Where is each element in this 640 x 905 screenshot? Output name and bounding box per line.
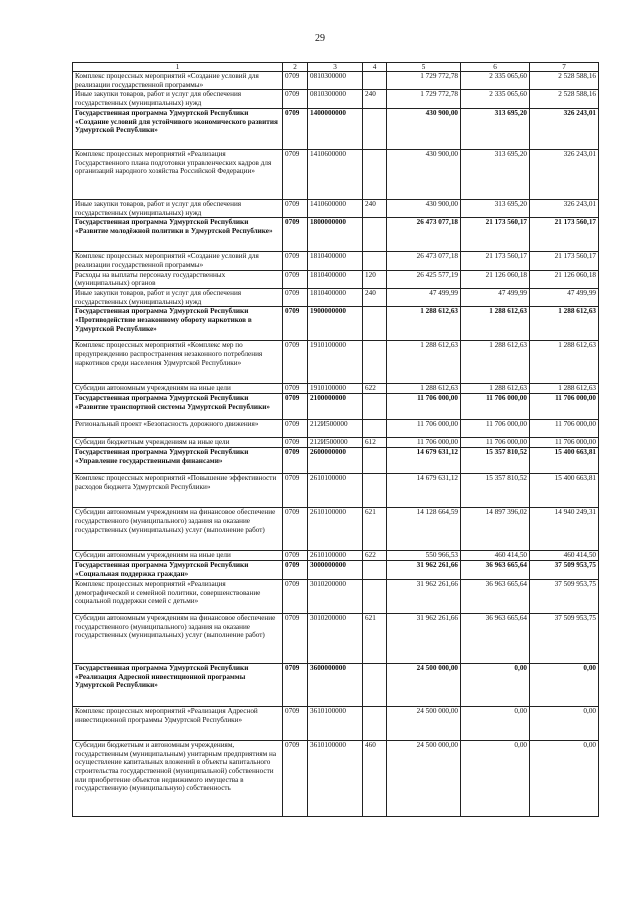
row-amount-col7: 1 288 612,63	[530, 307, 599, 341]
row-amount-col5: 31 962 261,66	[387, 579, 461, 613]
row-amount-col5: 430 900,00	[387, 149, 461, 199]
row-section-code: 0709	[283, 706, 308, 740]
row-section-code: 0709	[283, 438, 308, 448]
row-amount-col7: 1 288 612,63	[530, 341, 599, 384]
column-header: 5	[387, 63, 461, 72]
table-row	[73, 613, 599, 663]
row-section-code: 0709	[283, 420, 308, 438]
row-section-code: 0709	[283, 448, 308, 474]
table-row	[73, 108, 599, 149]
page-number: 29	[315, 33, 325, 44]
row-amount-col6: 0,00	[461, 706, 530, 740]
row-name: Расходы на выплаты персоналу государственных (муниципальных) органов	[73, 270, 283, 288]
row-section-code: 0709	[283, 394, 308, 420]
row-amount-col7: 37 509 953,75	[530, 613, 599, 663]
row-amount-col7: 15 400 663,81	[530, 448, 599, 474]
row-target-code: 3010200000	[308, 613, 363, 663]
row-target-code: 2610100000	[308, 551, 363, 561]
row-amount-col7: 21 173 560,17	[530, 218, 599, 252]
row-amount-col5: 430 900,00	[387, 199, 461, 217]
row-amount-col6: 15 357 810,52	[461, 448, 530, 474]
row-target-code: 2600000000	[308, 448, 363, 474]
row-expense-type: 622	[363, 384, 387, 394]
row-amount-col7: 2 528 588,16	[530, 90, 599, 108]
row-expense-type	[363, 448, 387, 474]
row-target-code: 2610100000	[308, 474, 363, 508]
row-amount-col5: 1 729 772,78	[387, 90, 461, 108]
row-section-code: 0709	[283, 90, 308, 108]
table-row	[73, 289, 599, 307]
row-name: Иные закупки товаров, работ и услуг для обеспечения государственных (муниципальных) нужд	[73, 90, 283, 108]
column-header: 7	[530, 63, 599, 72]
table-row	[73, 252, 599, 270]
table-row	[73, 706, 599, 740]
row-amount-col7: 0,00	[530, 706, 599, 740]
row-name: Субсидии бюджетным и автономным учреждениям, государственным (муниципальным) унитарным предприятиям на осуществление капитальных вложений в объекты капитального строительства государственной (муниципальной) собственности или приобретение объектов недвижимого имущества в государственную (муниципальную) собственность	[73, 740, 283, 816]
row-name: Субсидии автономным учреждениям на иные цели	[73, 551, 283, 561]
row-section-code: 0709	[283, 252, 308, 270]
row-amount-col5: 31 962 261,66	[387, 613, 461, 663]
row-expense-type	[363, 72, 387, 90]
row-section-code: 0709	[283, 579, 308, 613]
row-amount-col6: 36 963 665,64	[461, 561, 530, 579]
row-amount-col5: 11 706 000,00	[387, 438, 461, 448]
table-row	[73, 438, 599, 448]
table-row	[73, 149, 599, 199]
row-amount-col5: 550 966,53	[387, 551, 461, 561]
row-name: Субсидии автономным учреждениям на иные цели	[73, 384, 283, 394]
row-amount-col6: 36 963 665,64	[461, 613, 530, 663]
row-amount-col6: 1 288 612,63	[461, 341, 530, 384]
row-target-code: 1410600000	[308, 149, 363, 199]
row-section-code: 0709	[283, 551, 308, 561]
row-amount-col6: 15 357 810,52	[461, 474, 530, 508]
row-target-code: 1400000000	[308, 108, 363, 149]
row-amount-col7: 1 288 612,63	[530, 384, 599, 394]
row-amount-col7: 326 243,01	[530, 149, 599, 199]
row-amount-col5: 14 128 664,59	[387, 508, 461, 551]
row-amount-col5: 11 706 000,00	[387, 420, 461, 438]
table-row	[73, 420, 599, 438]
row-section-code: 0709	[283, 199, 308, 217]
table-row	[73, 72, 599, 90]
row-amount-col6: 21 173 560,17	[461, 252, 530, 270]
table-row	[73, 551, 599, 561]
row-amount-col7: 21 173 560,17	[530, 252, 599, 270]
row-amount-col6: 313 695,20	[461, 199, 530, 217]
row-expense-type	[363, 420, 387, 438]
row-section-code: 0709	[283, 613, 308, 663]
row-target-code: 1800000000	[308, 218, 363, 252]
row-name: Государственная программа Удмуртской Республики «Социальная поддержка граждан»	[73, 561, 283, 579]
row-name: Региональный проект «Безопасность дорожного движения»	[73, 420, 283, 438]
row-amount-col6: 460 414,50	[461, 551, 530, 561]
row-section-code: 0709	[283, 270, 308, 288]
row-expense-type: 240	[363, 90, 387, 108]
row-section-code: 0709	[283, 384, 308, 394]
row-amount-col7: 47 499,99	[530, 289, 599, 307]
row-amount-col6: 0,00	[461, 663, 530, 706]
row-amount-col6: 47 499,99	[461, 289, 530, 307]
row-target-code: 2610100000	[308, 508, 363, 551]
row-section-code: 0709	[283, 740, 308, 816]
row-expense-type	[363, 252, 387, 270]
table-row	[73, 307, 599, 341]
row-target-code: 1810400000	[308, 270, 363, 288]
row-name: Комплекс процессных мероприятий «Реализация Адресной инвестиционной программы Удмуртской Республики»	[73, 706, 283, 740]
table-row	[73, 508, 599, 551]
row-amount-col7: 11 706 000,00	[530, 438, 599, 448]
row-amount-col5: 47 499,99	[387, 289, 461, 307]
table-row	[73, 341, 599, 384]
row-expense-type: 240	[363, 199, 387, 217]
row-amount-col6: 2 335 065,60	[461, 90, 530, 108]
row-amount-col5: 14 679 631,12	[387, 474, 461, 508]
row-target-code: 3010200000	[308, 579, 363, 613]
table-row	[73, 270, 599, 288]
budget-table-body	[73, 63, 599, 817]
row-amount-col5: 1 288 612,63	[387, 384, 461, 394]
row-expense-type: 240	[363, 289, 387, 307]
row-expense-type: 120	[363, 270, 387, 288]
row-target-code: 0810300000	[308, 72, 363, 90]
row-amount-col7: 21 126 060,18	[530, 270, 599, 288]
row-name: Государственная программа Удмуртской Республики «Реализация Адресной инвестиционной программы Удмуртской Республики»	[73, 663, 283, 706]
row-expense-type	[363, 341, 387, 384]
table-row	[73, 199, 599, 217]
table-row	[73, 90, 599, 108]
row-name: Государственная программа Удмуртской Республики «Развитие молодёжной политики в Удмуртской Республике»	[73, 218, 283, 252]
table-row	[73, 384, 599, 394]
row-name: Государственная программа Удмуртской Республики «Развитие транспортной системы Удмуртской Республики»	[73, 394, 283, 420]
row-expense-type	[363, 218, 387, 252]
row-target-code: 0810300000	[308, 90, 363, 108]
row-amount-col6: 1 288 612,63	[461, 384, 530, 394]
row-expense-type	[363, 706, 387, 740]
row-name: Комплекс процессных мероприятий «Создание условий для реализации государственной программы»	[73, 252, 283, 270]
row-amount-col7: 0,00	[530, 663, 599, 706]
row-amount-col6: 2 335 065,60	[461, 72, 530, 90]
row-target-code: 3000000000	[308, 561, 363, 579]
row-amount-col5: 1 288 612,63	[387, 341, 461, 384]
row-amount-col5: 31 962 261,66	[387, 561, 461, 579]
row-name: Иные закупки товаров, работ и услуг для обеспечения государственных (муниципальных) нужд	[73, 199, 283, 217]
row-expense-type	[363, 579, 387, 613]
table-row	[73, 394, 599, 420]
row-target-code: 1410600000	[308, 199, 363, 217]
row-amount-col6: 0,00	[461, 740, 530, 816]
row-name: Государственная программа Удмуртской Республики «Управление государственными финансами»	[73, 448, 283, 474]
row-amount-col7: 326 243,01	[530, 108, 599, 149]
row-target-code: 1810400000	[308, 289, 363, 307]
budget-table	[72, 62, 599, 817]
row-target-code: 3610100000	[308, 706, 363, 740]
row-amount-col6: 21 126 060,18	[461, 270, 530, 288]
row-section-code: 0709	[283, 561, 308, 579]
row-section-code: 0709	[283, 474, 308, 508]
column-header: 4	[363, 63, 387, 72]
column-header: 2	[283, 63, 308, 72]
table-row	[73, 740, 599, 816]
row-section-code: 0709	[283, 218, 308, 252]
row-target-code: 3600000000	[308, 663, 363, 706]
row-amount-col5: 430 900,00	[387, 108, 461, 149]
row-expense-type	[363, 561, 387, 579]
row-amount-col6: 11 706 000,00	[461, 420, 530, 438]
row-expense-type: 622	[363, 551, 387, 561]
row-name: Комплекс процессных мероприятий «Комплекс мер по предупреждению распространения незаконного потребления наркотиков среди населения Удмуртской Республики»	[73, 341, 283, 384]
table-row	[73, 663, 599, 706]
row-amount-col5: 11 706 000,00	[387, 394, 461, 420]
row-expense-type	[363, 394, 387, 420]
row-target-code: 2100000000	[308, 394, 363, 420]
row-amount-col5: 24 500 000,00	[387, 663, 461, 706]
row-amount-col7: 37 509 953,75	[530, 561, 599, 579]
row-amount-col7: 11 706 000,00	[530, 420, 599, 438]
row-amount-col7: 0,00	[530, 740, 599, 816]
row-amount-col6: 313 695,20	[461, 149, 530, 199]
row-amount-col5: 26 425 577,19	[387, 270, 461, 288]
row-amount-col6: 11 706 000,00	[461, 438, 530, 448]
row-amount-col7: 15 400 663,81	[530, 474, 599, 508]
row-target-code: 1810400000	[308, 252, 363, 270]
row-amount-col6: 36 963 665,64	[461, 579, 530, 613]
row-amount-col7: 2 528 588,16	[530, 72, 599, 90]
column-header: 3	[308, 63, 363, 72]
row-amount-col7: 326 243,01	[530, 199, 599, 217]
row-name: Субсидии автономным учреждениям на финансовое обеспечение государственного (муниципального) задания на оказание государственных (муниципальных) услуг (выполнение работ)	[73, 508, 283, 551]
column-header: 6	[461, 63, 530, 72]
row-section-code: 0709	[283, 341, 308, 384]
row-amount-col5: 26 473 077,18	[387, 218, 461, 252]
table-row	[73, 579, 599, 613]
row-expense-type: 460	[363, 740, 387, 816]
table-row	[73, 561, 599, 579]
row-section-code: 0709	[283, 149, 308, 199]
row-amount-col6: 11 706 000,00	[461, 394, 530, 420]
row-amount-col5: 1 288 612,63	[387, 307, 461, 341]
row-amount-col7: 14 940 249,31	[530, 508, 599, 551]
row-amount-col6: 21 173 560,17	[461, 218, 530, 252]
row-expense-type	[363, 663, 387, 706]
row-expense-type: 621	[363, 613, 387, 663]
row-target-code: 212И500000	[308, 438, 363, 448]
row-amount-col6: 313 695,20	[461, 108, 530, 149]
row-name: Комплекс процессных мероприятий «Повышение эффективности расходов бюджета Удмуртской Республики»	[73, 474, 283, 508]
row-expense-type: 612	[363, 438, 387, 448]
row-name: Государственная программа Удмуртской Республики «Противодействие незаконному обороту наркотиков в Удмуртской Республике»	[73, 307, 283, 341]
row-expense-type	[363, 474, 387, 508]
row-name: Иные закупки товаров, работ и услуг для обеспечения государственных (муниципальных) нужд	[73, 289, 283, 307]
column-header: 1	[73, 63, 283, 72]
row-expense-type	[363, 149, 387, 199]
row-section-code: 0709	[283, 289, 308, 307]
table-row	[73, 218, 599, 252]
row-name: Комплекс процессных мероприятий «Реализация демографической и семейной политики, совершенствование социальной поддержки семей с детьми»	[73, 579, 283, 613]
row-target-code: 3610100000	[308, 740, 363, 816]
row-amount-col5: 14 679 631,12	[387, 448, 461, 474]
row-section-code: 0709	[283, 307, 308, 341]
row-name: Субсидии автономным учреждениям на финансовое обеспечение государственного (муниципального) задания на оказание государственных (муниципальных) услуг (выполнение работ)	[73, 613, 283, 663]
table-header-row	[73, 63, 599, 72]
row-expense-type	[363, 307, 387, 341]
row-name: Субсидии бюджетным учреждениям на иные цели	[73, 438, 283, 448]
row-amount-col5: 24 500 000,00	[387, 740, 461, 816]
row-name: Государственная программа Удмуртской Республики «Создание условий для устойчивого экономического развития Удмуртской Республики»	[73, 108, 283, 149]
row-section-code: 0709	[283, 108, 308, 149]
row-amount-col5: 26 473 077,18	[387, 252, 461, 270]
row-section-code: 0709	[283, 72, 308, 90]
row-target-code: 1910100000	[308, 341, 363, 384]
row-amount-col7: 11 706 000,00	[530, 394, 599, 420]
row-expense-type: 621	[363, 508, 387, 551]
row-amount-col5: 1 729 772,78	[387, 72, 461, 90]
row-amount-col6: 14 897 396,02	[461, 508, 530, 551]
row-amount-col7: 460 414,50	[530, 551, 599, 561]
row-target-code: 1900000000	[308, 307, 363, 341]
table-row	[73, 474, 599, 508]
row-target-code: 1910100000	[308, 384, 363, 394]
row-amount-col5: 24 500 000,00	[387, 706, 461, 740]
row-section-code: 0709	[283, 663, 308, 706]
row-name: Комплекс процессных мероприятий «Реализация Государственного плана подготовки управленческих кадров для организаций народного хозяйства Российской Федерации»	[73, 149, 283, 199]
row-target-code: 212И500000	[308, 420, 363, 438]
table-row	[73, 448, 599, 474]
row-expense-type	[363, 108, 387, 149]
row-amount-col7: 37 509 953,75	[530, 579, 599, 613]
row-amount-col6: 1 288 612,63	[461, 307, 530, 341]
row-section-code: 0709	[283, 508, 308, 551]
row-name: Комплекс процессных мероприятий «Создание условий для реализации государственной программы»	[73, 72, 283, 90]
